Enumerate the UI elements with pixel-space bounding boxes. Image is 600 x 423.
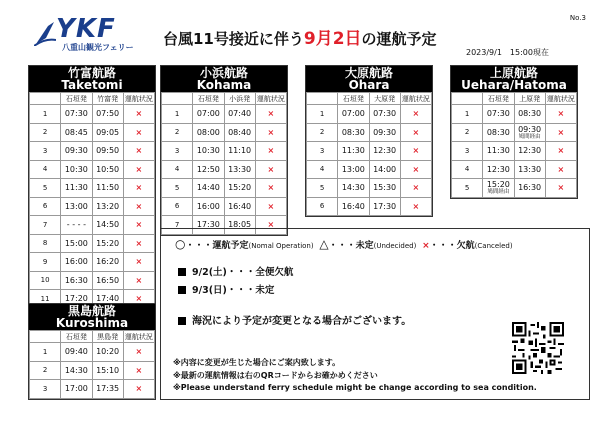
route-panel-ohara [305,65,433,217]
return-time: 16:40 [224,197,255,216]
row-number: 4 [162,160,193,179]
col-ret: 小浜発 [224,93,255,105]
table-row [162,179,287,198]
notice-sep2-text: 9/2(土)・・・全便欠航 [192,267,294,278]
return-time: 14:50 [92,216,123,235]
timetable [29,92,155,309]
notice-sep3-text: 9/3(日)・・・未定 [192,285,275,296]
legend-cross-label: ・・・欠航 [429,241,475,251]
return-time: 09:50 [92,142,123,161]
departure-time: 11:30 [483,142,514,161]
table-row [30,271,155,290]
square-bullet-icon [178,286,186,294]
table-row [452,160,577,179]
departure-time: 12:50 [193,160,224,179]
table-row [307,197,432,216]
route-header [29,304,155,330]
triangle-symbol: △ [319,237,329,251]
notice-sea [178,312,411,327]
return-time: 09:30 [369,123,400,142]
departure-time: 10:30 [61,160,92,179]
departure-time: 07:00 [338,105,369,124]
return-time: 13:30 [514,160,545,179]
return-time: 15:20 [224,179,255,198]
return-time: 12:30 [369,142,400,161]
departure-time: 16:00 [61,253,92,272]
return-time: 14:00 [369,160,400,179]
row-number: 7 [162,216,193,235]
row-number: 2 [30,123,61,142]
status-cancelled: × [123,271,154,290]
route-name-en: Uehara/Hatoma [461,78,567,92]
status-cancelled: × [545,179,576,198]
return-time: 17:35 [92,380,123,399]
legend [175,237,513,251]
route-panel-kohama [160,65,288,236]
departure-time: 09:30 [61,142,92,161]
departure-time: 08:45 [61,123,92,142]
table-row [307,160,432,179]
legend-circle-en: (Nomal Operation) [248,242,314,250]
status-cancelled: × [400,179,431,198]
return-time: 15:10 [92,361,123,380]
return-time: 08:40 [224,123,255,142]
status-cancelled: × [123,105,154,124]
departure-time: 15:00 [61,234,92,253]
return-time: 13:20 [92,197,123,216]
route-name-jp: 黒島航路 [67,304,116,318]
route-header [451,66,577,92]
table-row [30,343,155,362]
departure-time: 12:30 [483,160,514,179]
departure-time: 07:30 [483,105,514,124]
departure-time: - - - - [61,216,92,235]
return-time: 09:05 [92,123,123,142]
status-cancelled: × [400,142,431,161]
return-time: 16:50 [92,271,123,290]
table-row [452,123,577,142]
row-number: 2 [162,123,193,142]
return-time: 07:50 [92,105,123,124]
ferry-logo-icon [34,20,56,46]
table-row [30,142,155,161]
status-cancelled: × [255,105,286,124]
col-no [452,93,483,105]
footnote-2: ※最新の運航情報は右のQRコードからお確かめください [173,371,378,380]
status-cancelled: × [545,142,576,161]
route-panel-taketomi [28,65,156,310]
status-cancelled: × [400,123,431,142]
return-time: 17:30 [369,197,400,216]
timetable [29,330,155,399]
route-name-en: Taketomi [61,78,123,92]
col-dep: 石垣発 [483,93,514,105]
departure-time: 07:30 [61,105,92,124]
departure-time: 11:30 [338,142,369,161]
status-cancelled: × [255,216,286,235]
table-row [307,142,432,161]
status-cancelled: × [400,105,431,124]
route-name-jp: 上原航路 [489,66,538,80]
title-suffix: の運航予定 [361,30,437,48]
square-bullet-icon [178,268,186,276]
table-row [307,105,432,124]
table-row [30,160,155,179]
legend-circle-label: ・・・運航予定 [185,241,249,251]
row-number: 5 [30,179,61,198]
table-row [162,160,287,179]
return-time: 08:30 [514,105,545,124]
row-number: 2 [307,123,338,142]
table-row [30,123,155,142]
row-number: 7 [30,216,61,235]
col-ret: 竹富発 [92,93,123,105]
status-cancelled: × [123,197,154,216]
row-number: 3 [452,142,483,161]
table-row [30,380,155,399]
timetable [306,92,432,216]
return-time: 11:50 [92,179,123,198]
status-cancelled: × [255,142,286,161]
table-row [452,142,577,161]
route-name-jp: 竹富航路 [67,66,116,80]
route-name-en: Ohara [348,78,390,92]
legend-triangle-en: (Undecided) [373,242,417,250]
notice-sep2 [178,264,293,278]
status-cancelled: × [123,216,154,235]
status-cancelled: × [545,123,576,142]
status-cancelled: × [400,197,431,216]
row-number: 10 [30,271,61,290]
row-number: 6 [162,197,193,216]
col-status: 運航状況 [401,94,430,103]
return-time: 10:20 [92,343,123,362]
timetable [161,92,287,235]
departure-time: 17:30 [193,216,224,235]
page-title [163,24,437,49]
return-time: 11:10 [224,142,255,161]
col-dep: 石垣発 [61,331,92,343]
col-dep: 石垣発 [338,93,369,105]
status-cancelled: × [123,253,154,272]
col-no [307,93,338,105]
col-no [162,93,193,105]
via-note: 鳩間経由 [487,189,510,196]
status-cancelled: × [400,160,431,179]
table-row [307,179,432,198]
status-cancelled: × [123,179,154,198]
return-time: 16:20 [92,253,123,272]
status-cancelled: × [123,123,154,142]
row-number: 3 [162,142,193,161]
status-cancelled: × [123,380,154,399]
route-header [306,66,432,92]
row-number: 4 [452,160,483,179]
col-no [30,93,61,105]
departure-time: 13:00 [338,160,369,179]
departure-time: 14:30 [61,361,92,380]
col-ret: 黒島発 [92,331,123,343]
return-time: 10:50 [92,160,123,179]
status-cancelled: × [123,343,154,362]
return-time: 07:40 [224,105,255,124]
route-name-en: Kohama [196,78,252,92]
table-row [30,361,155,380]
footnote-1: ※内容に変更が生じた場合にご案内致します。 [173,358,341,367]
return-time: 13:30 [224,160,255,179]
document-number: No.3 [569,14,586,22]
status-cancelled: × [255,197,286,216]
table-row [30,216,155,235]
status-cancelled: × [123,160,154,179]
col-status: 運航状況 [256,94,285,103]
row-number: 5 [452,179,483,198]
row-number: 5 [307,179,338,198]
status-cancelled: × [255,160,286,179]
time-value: 09:30 [518,124,542,134]
departure-time: 07:00 [193,105,224,124]
status-cancelled: × [123,361,154,380]
row-number: 1 [452,105,483,124]
status-cancelled: × [255,123,286,142]
title-date: 9月2日 [303,29,362,49]
row-number: 8 [30,234,61,253]
table-row [30,105,155,124]
col-no [30,331,61,343]
col-ret: 大原発 [369,93,400,105]
cross-symbol: × [422,241,430,251]
departure-time: 14:30 [338,179,369,198]
row-number: 9 [30,253,61,272]
status-cancelled: × [545,105,576,124]
departure-time [483,179,514,198]
status-cancelled: × [545,160,576,179]
departure-time: 13:00 [61,197,92,216]
table-row [452,105,577,124]
logo-subtitle: 八重山観光フェリー [62,43,134,52]
timestamp: 2023/9/1 15:00現在 [466,48,549,57]
return-time [514,123,545,142]
departure-time: 08:00 [193,123,224,142]
row-number: 11 [30,290,61,309]
return-time: 17:40 [92,290,123,309]
row-number: 1 [30,105,61,124]
departure-time: 17:20 [61,290,92,309]
row-number: 4 [30,160,61,179]
status-cancelled: × [123,142,154,161]
table-row [307,123,432,142]
return-time: 15:20 [92,234,123,253]
route-name-jp: 小浜航路 [199,66,248,80]
square-bullet-icon [178,317,186,325]
departure-time: 16:40 [338,197,369,216]
status-cancelled: × [255,179,286,198]
departure-time: 08:30 [338,123,369,142]
status-cancelled: × [123,290,154,309]
table-row [162,142,287,161]
row-number: 2 [452,123,483,142]
title-prefix: 台風11号接近に伴う [163,30,304,48]
route-panel-kuroshima [28,303,156,400]
table-row [30,197,155,216]
row-number: 6 [30,197,61,216]
row-number: 3 [30,380,61,399]
route-header [29,66,155,92]
row-number: 1 [307,105,338,124]
row-number: 2 [30,361,61,380]
logo-text: YKF [56,14,116,44]
col-status: 運航状況 [124,332,153,341]
circle-symbol: ○ [175,237,186,251]
departure-time: 14:40 [193,179,224,198]
departure-time: 10:30 [193,142,224,161]
row-number: 1 [162,105,193,124]
notice-sea-text: 海況により予定が変更となる場合がございます。 [192,316,412,327]
route-panel-uehara [450,65,578,199]
time-value: 15:20 [486,180,510,190]
table-row [162,197,287,216]
row-number: 6 [307,197,338,216]
departure-time: 16:00 [193,197,224,216]
departure-time: 17:00 [61,380,92,399]
table-row [162,123,287,142]
return-time: 12:30 [514,142,545,161]
table-row [30,179,155,198]
table-row [30,253,155,272]
departure-time: 16:30 [61,271,92,290]
return-time: 16:30 [514,179,545,198]
departure-time: 08:30 [483,123,514,142]
return-time: 15:30 [369,179,400,198]
departure-time: 11:30 [61,179,92,198]
status-cancelled: × [123,234,154,253]
route-name-en: Kuroshima [55,316,129,330]
timetable [451,92,577,198]
row-number: 4 [307,160,338,179]
legend-cross-en: (Canceled) [474,242,513,250]
legend-triangle-label: ・・・未定 [328,241,374,251]
table-row [452,179,577,198]
footnote-3: ※Please understand ferry schedule might be change according to sea condition. [173,383,537,392]
row-number: 3 [307,142,338,161]
row-number: 3 [30,142,61,161]
return-time: 07:30 [369,105,400,124]
col-dep: 石垣発 [61,93,92,105]
notice-sep3 [178,282,274,296]
col-status: 運航状況 [546,94,575,103]
col-ret: 上原発 [514,93,545,105]
table-row [162,105,287,124]
via-note: 鳩間経由 [518,133,541,140]
col-status: 運航状況 [124,94,153,103]
route-name-jp: 大原航路 [344,66,393,80]
row-number: 5 [162,179,193,198]
col-dep: 石垣発 [193,93,224,105]
row-number: 1 [30,343,61,362]
table-row [30,234,155,253]
return-time: 18:05 [224,216,255,235]
departure-time: 09:40 [61,343,92,362]
route-header [161,66,287,92]
qr-code-icon[interactable] [512,322,564,374]
